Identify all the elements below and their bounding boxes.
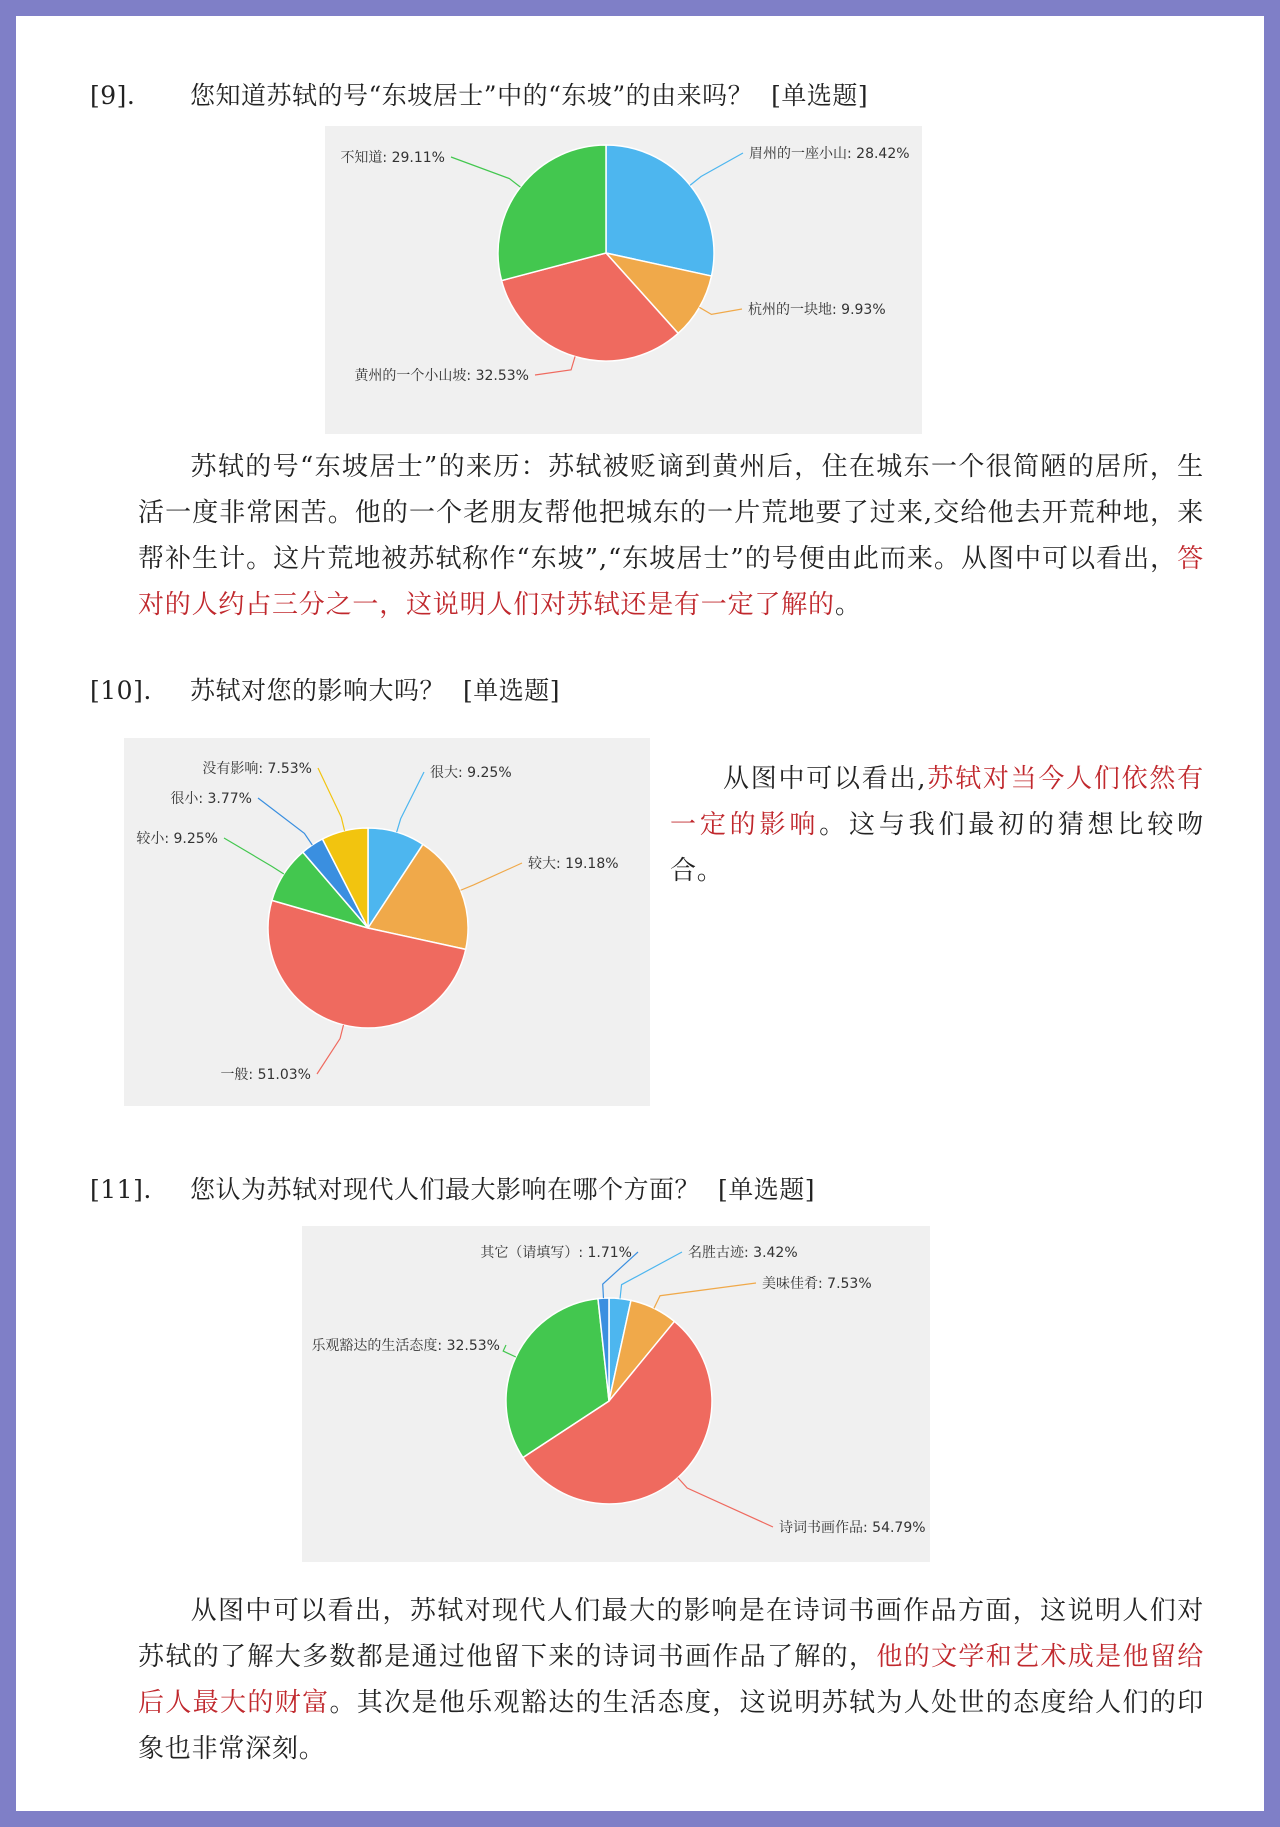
pie-slice-label-4: 乐观豁达的生活态度: 32.53% bbox=[311, 1338, 500, 1354]
pie-leader-line-3 bbox=[317, 1025, 343, 1074]
pie-slice-label-2: 美味佳肴: 7.53% bbox=[762, 1276, 872, 1292]
paragraph-q11-end: 。其次是他乐观豁达的生活态度，这说明苏轼为人处世的态度给人们的印象也非常深刻。 bbox=[138, 1688, 1204, 1764]
paragraph-q10-end: 。这与我们最初的猜想比较吻合。 bbox=[670, 810, 1204, 886]
pie-leader-line-5 bbox=[258, 798, 312, 845]
pie-leader-line-4 bbox=[224, 838, 284, 874]
pie-chart-q9 bbox=[325, 126, 922, 434]
paragraph-q9-highlight: 答对的人约占三分之一，这说明人们对苏轼还是有一定了解的 bbox=[138, 544, 1204, 620]
paragraph-q9 bbox=[138, 444, 1204, 628]
pie-leader-line-2 bbox=[699, 307, 742, 314]
pie-leader-line-2 bbox=[461, 863, 522, 890]
question-type-tag: [单选题] bbox=[463, 676, 561, 705]
pie-slice-label-1: 名胜古迹: 3.42% bbox=[688, 1245, 798, 1261]
question-11-heading bbox=[90, 1170, 815, 1206]
paragraph-q9-text: 苏轼的号“东坡居士”的来历：苏轼被贬谪到黄州后，住在城东一个很简陋的居所，生活一度非常困苦。他的一个老朋友帮他把城东的一片荒地要了过来,交给他去开荒种地，来帮补生计。这片荒地被苏轼称作“东坡”,“东坡居士”的号便由此而来。从图中可以看出， bbox=[138, 452, 1204, 574]
pie-slice-label-1: 很大: 9.25% bbox=[430, 765, 512, 781]
pie-leader-line-3 bbox=[535, 356, 575, 375]
pie-slice-label-6: 没有影响: 7.53% bbox=[202, 761, 312, 777]
pie-leader-line-6 bbox=[318, 768, 345, 831]
pie-slice-label-5: 其它（请填写）: 1.71% bbox=[480, 1245, 632, 1261]
paragraph-q11-highlight: 他的文学和艺术成是他留给后人最大的财富 bbox=[138, 1642, 1204, 1718]
pie-leader-line-1 bbox=[690, 153, 743, 185]
pie-chart-q10-svg bbox=[124, 738, 650, 1106]
paragraph-q11 bbox=[138, 1588, 1204, 1772]
pie-chart-q10 bbox=[124, 738, 650, 1106]
pie-slice-label-3: 诗词书画作品: 54.79% bbox=[779, 1520, 926, 1536]
pie-slice-label-3: 一般: 51.03% bbox=[220, 1067, 311, 1083]
pie-chart-q11-svg bbox=[302, 1226, 930, 1562]
pie-slice-label-2: 杭州的一块地: 9.93% bbox=[748, 302, 886, 318]
question-type-tag: [单选题] bbox=[771, 81, 869, 110]
pie-slice-label-4: 较小: 9.25% bbox=[136, 831, 218, 847]
pie-slice-label-5: 很小: 3.77% bbox=[170, 791, 252, 807]
paragraph-q10 bbox=[670, 756, 1204, 894]
pie-slice-label-2: 较大: 19.18% bbox=[528, 856, 619, 872]
pie-chart-q11 bbox=[302, 1226, 930, 1562]
pie-leader-line-3 bbox=[678, 1478, 773, 1527]
question-number: [9]. bbox=[90, 81, 136, 110]
question-number: [10]. bbox=[90, 676, 152, 705]
pie-leader-line-4 bbox=[451, 157, 520, 187]
paragraph-q9-end: 。 bbox=[834, 590, 862, 620]
pie-leader-line-1 bbox=[397, 772, 424, 832]
question-text: 苏轼对您的影响大吗？ bbox=[190, 676, 446, 705]
paragraph-q11-text: 从图中可以看出，苏轼对现代人们最大的影响是在诗词书画作品方面，这说明人们对苏轼的了解大多数都是通过他留下来的诗词书画作品了解的， bbox=[138, 1596, 1204, 1672]
pie-leader-line-4 bbox=[503, 1345, 516, 1357]
page bbox=[16, 16, 1264, 1811]
pie-leader-line-2 bbox=[654, 1283, 756, 1308]
paragraph-q10-text: 从图中可以看出, bbox=[722, 764, 927, 794]
question-10-heading bbox=[90, 671, 560, 707]
question-text: 您认为苏轼对现代人们最大影响在哪个方面？ bbox=[190, 1175, 701, 1204]
pie-chart-q9-svg bbox=[325, 126, 922, 434]
question-text: 您知道苏轼的号“东坡居士”中的“东坡”的由来吗？ bbox=[190, 81, 754, 110]
pie-slice-label-4: 不知道: 29.11% bbox=[340, 150, 445, 166]
question-number: [11]. bbox=[90, 1175, 152, 1204]
pie-slice-label-3: 黄州的一个小山坡: 32.53% bbox=[354, 368, 529, 384]
question-type-tag: [单选题] bbox=[718, 1175, 816, 1204]
question-9-heading bbox=[90, 76, 868, 112]
paragraph-q10-highlight: 苏轼对当今人们依然有一定的影响 bbox=[670, 764, 1204, 840]
pie-slice-label-1: 眉州的一座小山: 28.42% bbox=[749, 146, 910, 162]
